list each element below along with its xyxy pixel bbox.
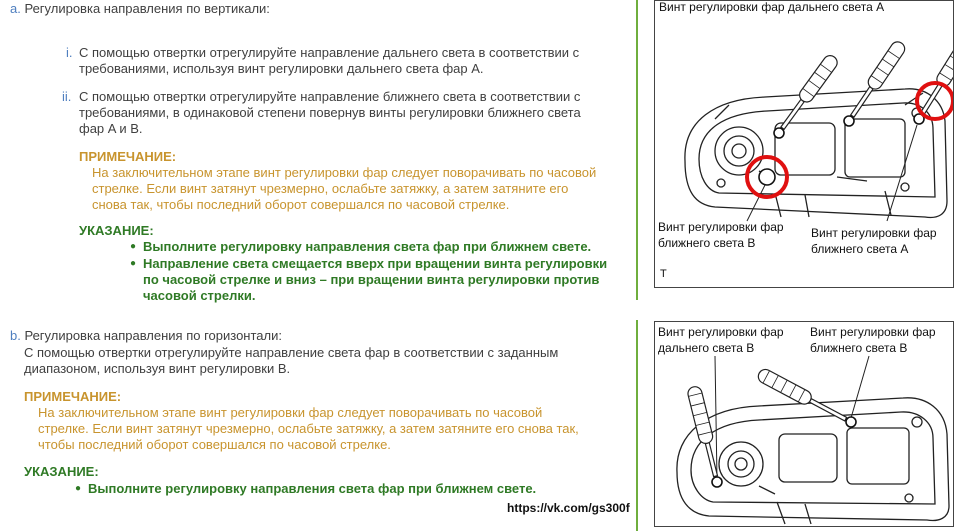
section-a-note-line-3: снова так, чтобы последний оборот совершался по часовой стрелке. [92, 197, 510, 212]
section-a-title [10, 0, 270, 17]
figure-b-drawing [655, 322, 953, 526]
section-b-title-text: Регулировка направления по горизонтали: [24, 328, 282, 343]
section-b-divider [636, 320, 638, 531]
section-b-note-line-1: На заключительном этапе винт регулировки фар следует поворачивать по часовой [38, 405, 543, 420]
watermark-url: https://vk.com/gs300f [507, 501, 630, 515]
figure-a-label-low-beam-a-line-2: ближнего света A [811, 242, 909, 256]
section-b-note-line-3: чтобы последний оборот совершался по часовой стрелке. [38, 437, 391, 452]
section-a-divider [636, 0, 638, 300]
section-a-note-line-1: На заключительном этапе винт регулировки фар следует поворачивать по часовой [92, 165, 597, 180]
step-i-marker: i. [66, 45, 73, 60]
figure-b-label-low-beam-b-line-1: Винт регулировки фар [810, 325, 936, 339]
figure-b-headlamp-horizontal [654, 321, 954, 527]
step-ii-line-2: требованиями, в одинаковой степени повернув винты регулировки ближнего света [79, 105, 581, 120]
figure-a-label-high-beam-a: Винт регулировки фар дальнего света A [659, 0, 885, 14]
figure-b-label-low-beam-b-line-2: ближнего света B [810, 341, 908, 355]
figure-a-label-low-beam-b-line-1: Винт регулировки фар [658, 220, 784, 234]
section-b-body-line-1: С помощью отвертки отрегулируйте направление света фар в соответствии с заданным [24, 345, 559, 360]
section-b-hint-title: УКАЗАНИЕ: [24, 464, 99, 479]
figure-a-label-low-beam-a-line-1: Винт регулировки фар [811, 226, 937, 240]
section-a-hint-title: УКАЗАНИЕ: [79, 223, 154, 238]
section-a-note-title: ПРИМЕЧАНИЕ: [79, 149, 177, 164]
section-b-letter: b. [10, 328, 21, 343]
section-b-title [10, 327, 282, 344]
step-ii-line-3: фар A и B. [79, 121, 143, 136]
section-a-hint-bullet-1: ● Выполните регулировку направления света фар при ближнем свете. [143, 238, 591, 255]
section-a-hint-bullet-2-line-3: часовой стрелки. [143, 288, 256, 303]
step-ii-marker: ii. [62, 89, 72, 104]
section-b-note-title: ПРИМЕЧАНИЕ: [24, 389, 122, 404]
section-b-body-line-2: диапазоном, используя винт регулировки B. [24, 361, 291, 376]
step-ii-line-1: С помощью отвертки отрегулируйте направление ближнего света в соответствии с [79, 89, 581, 104]
section-a-title-text: Регулировка направления по вертикали: [24, 1, 270, 16]
section-a-hint-bullet-2-line-1: ● Направление света смещается вверх при вращении винта регулировки [143, 255, 607, 272]
section-a-letter: a. [10, 1, 21, 16]
figure-a-label-low-beam-b-line-2: ближнего света B [658, 236, 756, 250]
step-i-line-1: С помощью отвертки отрегулируйте направление дальнего света в соответствии с [79, 45, 580, 60]
section-b-hint-bullet-1: ● Выполните регулировку направления света фар при ближнем свете. [88, 480, 536, 497]
figure-a-headlamp-vertical [654, 0, 954, 288]
figure-b-label-high-beam-b-line-2: дальнего света B [658, 341, 755, 355]
section-b-note-line-2: стрелке. Если винт затянут чрезмерно, ослабьте затяжку, а затем затяните его снова так, [38, 421, 579, 436]
figure-b-label-high-beam-b-line-1: Винт регулировки фар [658, 325, 784, 339]
step-i-line-2: требованиями, используя винт регулировки дальнего света фар A. [79, 61, 484, 76]
figure-a-corner-mark: T [660, 268, 667, 280]
section-a-note-line-2: стрелке. Если винт затянут чрезмерно, ослабьте затяжку, а затем затяните его [92, 181, 569, 196]
section-a-hint-bullet-2-line-2: по часовой стрелке и вниз – при вращении винта регулировки против [143, 272, 600, 287]
